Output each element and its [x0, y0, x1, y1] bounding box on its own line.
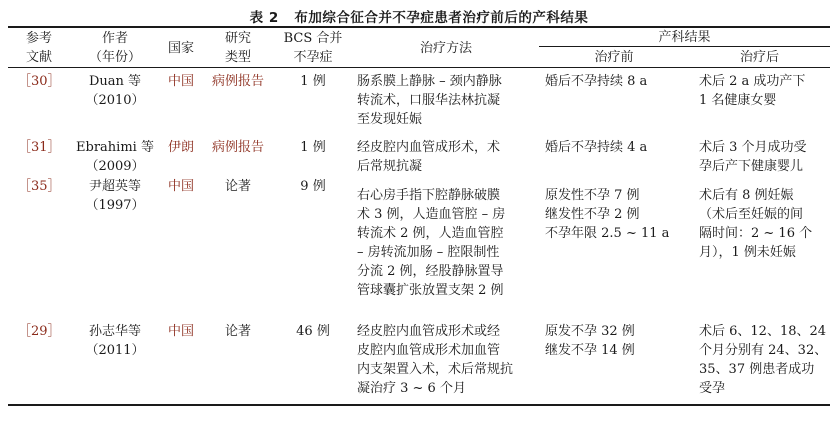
row-method-line: 管球囊扩张放置支架 2 例	[357, 283, 504, 298]
row-author-name: 孙志华等	[88, 324, 141, 339]
row-author-name: Ebrahimi 等	[76, 140, 154, 155]
header-author	[70, 29, 160, 67]
row-after-line: 术后 3 个月成功受	[699, 140, 807, 155]
header-before: 治疗前	[594, 50, 634, 65]
row-method-line: 肠系膜上静脉 – 颈内静脉	[357, 74, 502, 89]
header-bcs-line1: BCS 合并	[283, 31, 343, 46]
row-author-name: 尹超英等	[88, 179, 141, 194]
row-method-line: 右心房手指下腔静脉破膜	[357, 188, 501, 203]
header-ref	[8, 29, 70, 67]
row-ref: ［31］	[18, 140, 61, 155]
row-method	[357, 138, 500, 176]
row-method-line: 凝治疗 3 ~ 6 个月	[357, 381, 466, 396]
row-method-line: 经皮腔内血管成形术，术	[357, 140, 501, 155]
row-author	[70, 177, 160, 215]
row-after-line: 术后 2 a 成功产下	[699, 74, 806, 89]
row-before-line: 原发性不孕 7 例	[545, 188, 640, 203]
row-after	[699, 138, 807, 176]
row-author-year: （2010）	[85, 93, 145, 108]
header-ref-line1: 参考	[25, 31, 52, 46]
row-country: 伊朗	[167, 140, 194, 155]
row-after-line: 个月分别有 24、32、	[699, 343, 828, 358]
row-country: 中国	[167, 74, 194, 89]
row-ref: ［29］	[18, 324, 61, 339]
header-bcs	[274, 29, 352, 67]
row-after-line: 隔时间：2 ~ 16 个	[699, 226, 813, 241]
row-before	[545, 72, 647, 91]
row-after-line: （术后至妊娠的间	[699, 207, 804, 222]
row-author-year: （2011）	[85, 343, 145, 358]
header-study-type	[202, 29, 274, 67]
row-after	[699, 186, 812, 262]
row-before	[545, 186, 669, 243]
header-study-line1: 研究	[224, 31, 251, 46]
row-bcs: 1 例	[300, 74, 326, 89]
row-method-line: 至发现妊娠	[357, 112, 423, 127]
row-method-line: 术 3 例，人造血管腔 – 房	[357, 207, 506, 222]
row-before	[545, 322, 635, 360]
header-country: 国家	[167, 41, 194, 56]
header-rule	[8, 67, 830, 68]
row-before-line: 不孕年限 2.5 ~ 11 a	[545, 226, 670, 241]
header-author-line2: （年份）	[88, 50, 141, 65]
row-study-type: 论著	[224, 324, 251, 339]
header-bcs-line2: 不孕症	[293, 50, 333, 65]
row-before-line: 原发不孕 32 例	[545, 324, 635, 339]
header-author-line1: 作者	[101, 31, 128, 46]
row-study-type: 论著	[224, 179, 251, 194]
row-author-year: （1997）	[85, 198, 145, 213]
row-author	[70, 138, 160, 176]
row-after	[699, 322, 827, 398]
row-method-line: 转流术 2 例，人造血管腔	[357, 226, 504, 241]
row-after-line: 35、37 例患者成功	[699, 362, 815, 377]
header-outcome: 产科结果	[658, 30, 711, 45]
row-method-line: 经皮腔内血管成形术或经	[357, 324, 501, 339]
row-ref: ［35］	[18, 179, 61, 194]
row-method-line: 分流 2 例，经股静脉置导	[357, 264, 504, 279]
row-author-year: （2009）	[85, 159, 145, 174]
row-before-line: 继发不孕 14 例	[545, 343, 635, 358]
row-method	[357, 72, 502, 129]
row-method	[357, 186, 505, 300]
table-label: 表 2	[249, 10, 279, 26]
row-after-line: 月），1 例未妊娠	[699, 245, 796, 260]
header-after: 治疗后	[739, 50, 779, 65]
table-title: 布加综合征合并不孕症患者治疗前后的产科结果	[294, 10, 589, 26]
row-author	[70, 322, 160, 360]
row-before-line: 继发性不孕 2 例	[545, 207, 640, 222]
row-method-line: 后常规抗凝	[357, 159, 423, 174]
row-bcs: 1 例	[300, 140, 326, 155]
row-after	[699, 72, 805, 110]
row-study-type: 病例报告	[211, 74, 264, 89]
row-author-name: Duan 等	[88, 74, 142, 89]
row-ref: ［30］	[18, 74, 61, 89]
row-after-line: 受孕	[699, 381, 726, 396]
bottom-rule	[8, 404, 830, 406]
header-ref-line2: 文献	[25, 50, 52, 65]
row-author	[70, 72, 160, 110]
table-caption	[0, 6, 838, 26]
header-study-line2: 类型	[224, 50, 251, 65]
header-method: 治疗方法	[419, 41, 472, 56]
row-bcs: 9 例	[300, 179, 326, 194]
row-study-type: 病例报告	[211, 140, 264, 155]
row-before-line: 婚后不孕持续 8 a	[545, 74, 648, 89]
row-before-line: 婚后不孕持续 4 a	[545, 140, 648, 155]
row-after-line: 术后有 8 例妊娠	[699, 188, 794, 203]
row-method-line: 内支架置入术，术后常规抗	[357, 362, 514, 377]
row-before	[545, 138, 647, 157]
row-after-line: 术后 6、12、18、24	[699, 324, 827, 339]
row-after-line: 孕后产下健康婴儿	[699, 159, 804, 174]
row-method-line: – 房转流加肠 – 腔限制性	[357, 245, 500, 260]
row-country: 中国	[167, 179, 194, 194]
row-bcs: 46 例	[296, 324, 330, 339]
row-country: 中国	[167, 324, 194, 339]
row-after-line: 1 名健康女婴	[699, 93, 777, 108]
row-method-line: 转流术，口服华法林抗凝	[357, 93, 501, 108]
row-method	[357, 322, 513, 398]
row-method-line: 皮腔内血管成形术加血管	[357, 343, 501, 358]
